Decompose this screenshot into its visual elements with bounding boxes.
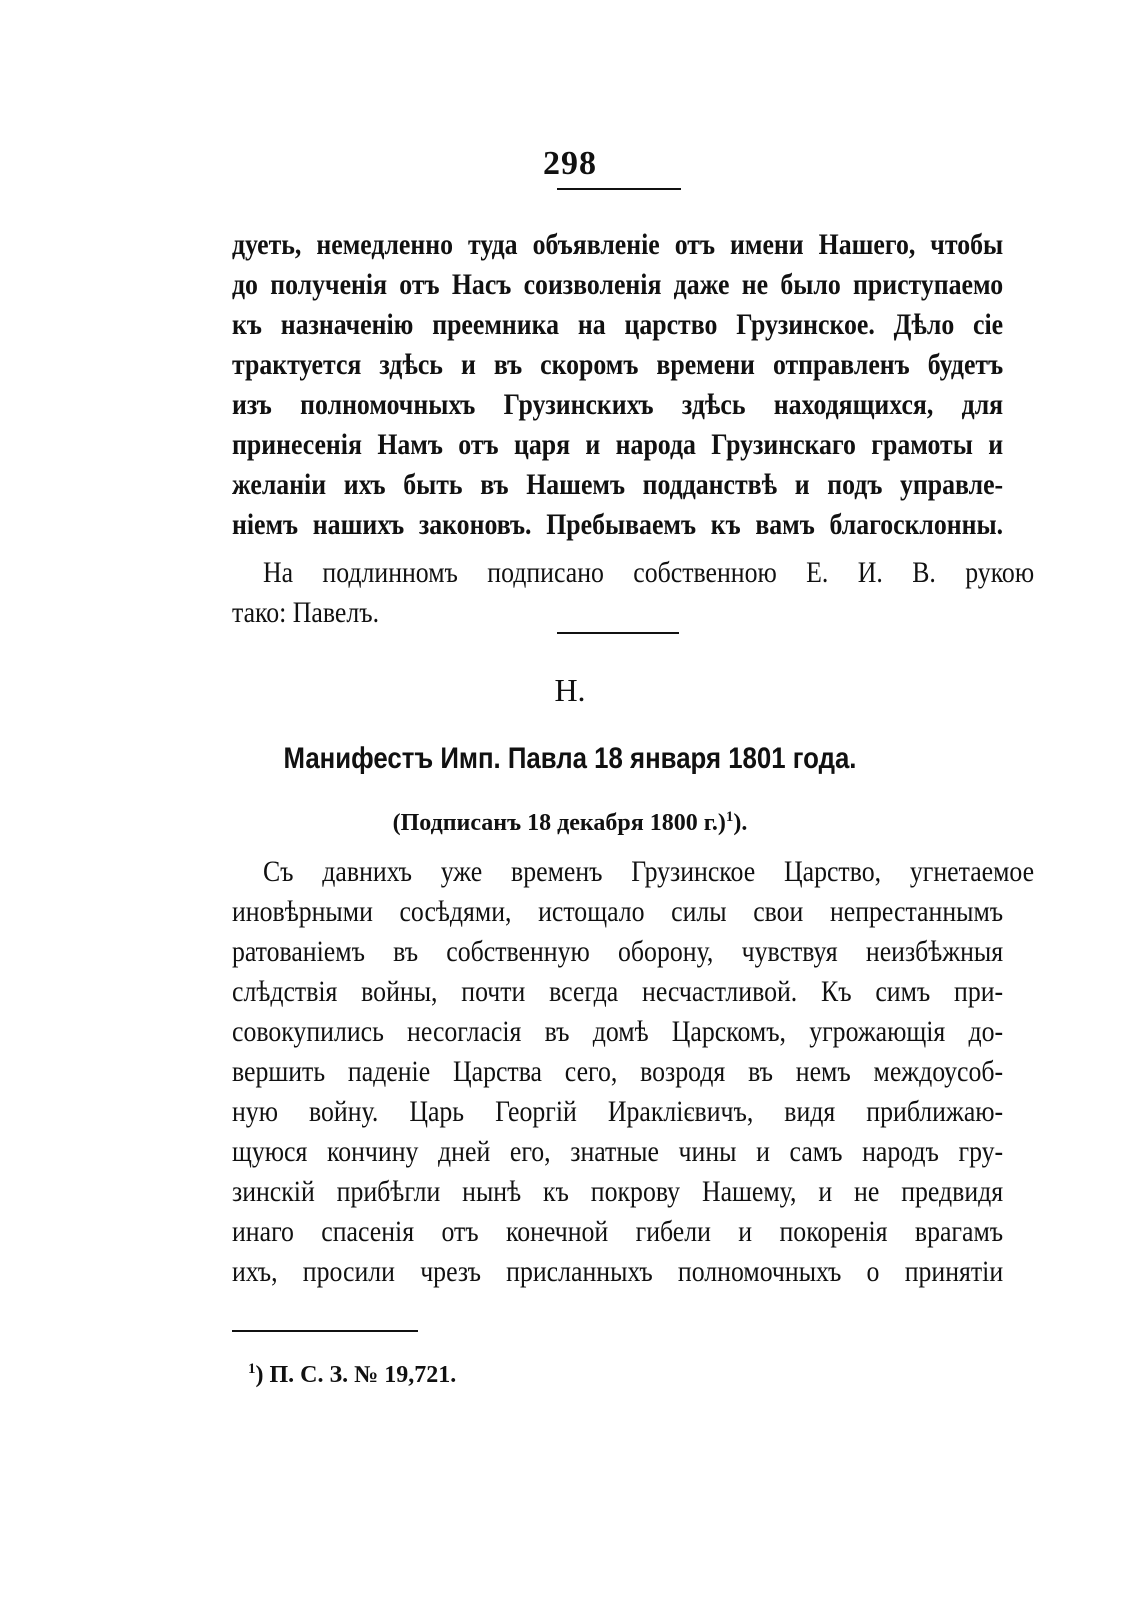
subtitle-end: ).: [733, 810, 748, 836]
text-line: ихъ, просили чрезъ присланныхъ полномочныхъ о принятіи: [232, 1255, 1004, 1288]
text-line: Съ давнихъ уже временъ Грузинское Царство, угнетаемое: [262, 855, 1035, 888]
signature-block: [232, 553, 1035, 633]
section-letter: Н.: [554, 672, 586, 708]
section-divider: [557, 632, 679, 634]
text-line: ніемъ нашихъ законовъ. Пребываемъ къ вамъ благосклонны.: [232, 508, 1004, 541]
page-number-rule: [557, 188, 681, 190]
subtitle-text: (Подписанъ 18 декабря 1800 г.): [392, 810, 726, 836]
document-subtitle: [0, 810, 1140, 837]
text-line: слѣдствія войны, почти всегда несчастливой. Къ симъ при-: [232, 975, 1004, 1008]
text-line: зинскій прибѣгли нынѣ къ покрову Нашему, и не предвидя: [232, 1175, 1004, 1208]
footnote-reference: 1: [725, 809, 734, 825]
footnote-rule: [232, 1330, 418, 1332]
footnote: [248, 1362, 456, 1389]
text-line: щуюся кончину дней его, знатные чины и самъ народъ гру-: [232, 1135, 1004, 1168]
footnote-text: ) П. С. З. № 19,721.: [255, 1362, 457, 1388]
text-line: ратованіемъ въ собственную оборону, чувствуя неизбѣжныя: [232, 935, 1004, 968]
text-line: совокупились несогласія въ домѣ Царскомъ, угрожающія до-: [232, 1015, 1004, 1048]
text-line: изъ полномочныхъ Грузинскихъ здѣсь находящихся, для: [232, 388, 1004, 421]
text-line: къ назначенію преемника на царство Грузинское. Дѣло сіе: [232, 308, 1004, 341]
document-title: Манифестъ Имп. Павла 18 января 1801 года.: [283, 742, 857, 775]
page-number: 298: [543, 145, 597, 182]
text-line: иновѣрными сосѣдями, истощало силы свои непрестаннымъ: [232, 895, 1004, 928]
text-line: дуеть, немедленно туда объявленіе отъ имени Нашего, чтобы: [232, 228, 1004, 261]
footnote-mark: 1: [248, 1361, 256, 1377]
text-line: желаніи ихъ быть въ Нашемъ подданствѣ и подъ управле-: [232, 468, 1004, 501]
text-line: трактуется здѣсь и въ скоромъ времени отправленъ будетъ: [232, 348, 1004, 381]
text-line: до полученія отъ Насъ соизволенія даже не было приступаемо: [232, 268, 1004, 301]
signature-line: тако: Павелъ.: [232, 596, 380, 629]
text-line: ную войну. Царь Георгій Ираклієвичъ, видя приближаю-: [232, 1095, 1004, 1128]
continued-text-block: [232, 225, 1003, 545]
manifest-text-block: [232, 852, 1035, 1292]
signature-line: На подлинномъ подписано собственною Е. И. В. рукою: [262, 556, 1035, 589]
text-line: инаго спасенія отъ конечной гибели и покоренія врагамъ: [232, 1215, 1004, 1248]
text-line: принесенія Намъ отъ царя и народа Грузинскаго грамоты и: [232, 428, 1004, 461]
text-line: вершить паденіе Царства сего, возродя въ немъ междоусоб-: [232, 1055, 1004, 1088]
